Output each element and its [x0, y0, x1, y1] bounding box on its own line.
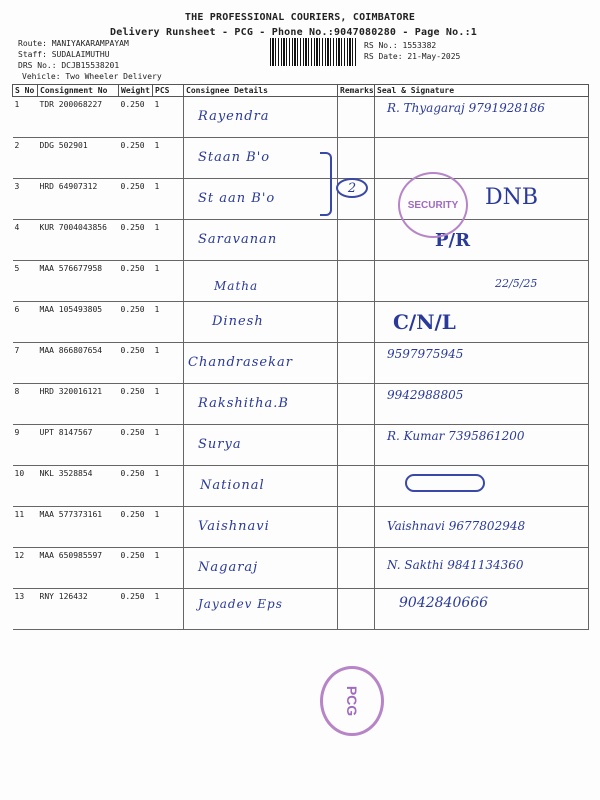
consignee-cell — [184, 589, 338, 630]
consignee-handwritten: Surya — [198, 437, 242, 452]
pcg-stamp-text: PCG — [344, 685, 360, 717]
sno: 8 — [13, 384, 38, 425]
table-row — [13, 548, 589, 589]
seal-cell — [375, 97, 589, 138]
table-header-row — [13, 85, 589, 97]
sno: 4 — [13, 220, 38, 261]
table-row — [13, 138, 589, 179]
col-consignee: Consignee Details — [184, 85, 338, 97]
seal-handwritten: P/R — [435, 230, 471, 251]
vehicle-label: Vehicle: Two Wheeler Delivery — [22, 72, 162, 81]
barcode — [270, 38, 356, 66]
remarks-cell — [338, 138, 375, 179]
weight: 0.250 — [119, 343, 153, 384]
pcs: 1 — [153, 507, 184, 548]
security-stamp — [398, 172, 468, 238]
weight: 0.250 — [119, 507, 153, 548]
consignment-no: UPT 8147567 — [38, 425, 119, 466]
consignee-cell — [184, 343, 338, 384]
remarks-cell — [338, 384, 375, 425]
seal-cell — [375, 589, 589, 630]
consignment-no: DDG 502901 — [38, 138, 119, 179]
consignee-cell — [184, 138, 338, 179]
seal-cell — [375, 425, 589, 466]
consignment-no: RNY 126432 — [38, 589, 119, 630]
seal-handwritten: N. Sakthi 9841134360 — [387, 558, 524, 572]
grouping-bracket — [320, 152, 332, 216]
table-row — [13, 507, 589, 548]
weight: 0.250 — [119, 548, 153, 589]
col-weight: Weight — [119, 85, 153, 97]
consignee-cell — [184, 179, 338, 220]
col-pcs: PCS — [153, 85, 184, 97]
consignment-no: MAA 866807654 — [38, 343, 119, 384]
consignee-cell — [184, 261, 338, 302]
weight: 0.250 — [119, 384, 153, 425]
seal-cell — [375, 384, 589, 425]
drs-label: DRS No.: DCJB15538201 — [18, 61, 120, 70]
weight: 0.250 — [119, 589, 153, 630]
consignee-handwritten: Matha — [214, 279, 259, 293]
remarks-cell — [338, 589, 375, 630]
col-seal: Seal & Signature — [375, 85, 589, 97]
consignee-handwritten: Saravanan — [198, 232, 278, 247]
remarks-cell — [338, 343, 375, 384]
consignment-no: KUR 7004043856 — [38, 220, 119, 261]
consignee-cell — [184, 97, 338, 138]
consignee-handwritten: Staan B'o — [198, 150, 271, 165]
remarks-cell — [338, 466, 375, 507]
seal-handwritten: DNB — [485, 185, 539, 210]
pcs: 1 — [153, 384, 184, 425]
table-row — [13, 179, 589, 220]
seal-cell — [375, 261, 589, 302]
remarks-cell — [338, 220, 375, 261]
consignee-handwritten: Rayendra — [198, 109, 270, 124]
table-row — [13, 302, 589, 343]
sno: 12 — [13, 548, 38, 589]
staff-label: Staff: SUDALAIMUTHU — [18, 50, 110, 59]
consignee-cell — [184, 302, 338, 343]
consignment-no: MAA 105493805 — [38, 302, 119, 343]
table-row — [13, 589, 589, 630]
weight: 0.250 — [119, 425, 153, 466]
remarks-cell — [338, 97, 375, 138]
runsheet-table — [12, 84, 589, 630]
sno: 7 — [13, 343, 38, 384]
seal-cell — [375, 507, 589, 548]
consignee-cell — [184, 425, 338, 466]
remarks-cell — [338, 425, 375, 466]
weight: 0.250 — [119, 466, 153, 507]
pcs: 1 — [153, 302, 184, 343]
remarks-cell — [338, 261, 375, 302]
consignment-no: TDR 200068227 — [38, 97, 119, 138]
remarks-cell — [338, 507, 375, 548]
consignee-cell — [184, 384, 338, 425]
consignee-cell — [184, 548, 338, 589]
sno: 11 — [13, 507, 38, 548]
col-consignment: Consignment No — [38, 85, 119, 97]
consignee-cell — [184, 220, 338, 261]
security-stamp-text: SECURITY — [407, 199, 459, 211]
remarks-cell — [338, 302, 375, 343]
seal-handwritten: C/N/L — [393, 310, 456, 334]
seal-cell — [375, 302, 589, 343]
consignee-handwritten: Chandrasekar — [188, 355, 293, 370]
remarks-cell — [338, 548, 375, 589]
circled-count: 2 — [336, 178, 368, 198]
consignee-handwritten: Rakshitha.B — [198, 396, 289, 411]
pcs: 1 — [153, 179, 184, 220]
sno: 9 — [13, 425, 38, 466]
table-row — [13, 384, 589, 425]
consignment-no: MAA 577373161 — [38, 507, 119, 548]
sno: 1 — [13, 97, 38, 138]
seal-handwritten: 22/5/25 — [495, 277, 538, 290]
consignment-no: HRD 64907312 — [38, 179, 119, 220]
seal-cell — [375, 466, 589, 507]
sno: 5 — [13, 261, 38, 302]
consignment-no: HRD 320016121 — [38, 384, 119, 425]
seal-handwritten: R. Thyagaraj 9791928186 — [387, 101, 545, 115]
consignee-handwritten: St aan B'o — [198, 191, 276, 206]
sno: 6 — [13, 302, 38, 343]
pcs: 1 — [153, 548, 184, 589]
pcg-stamp — [320, 666, 384, 736]
sno: 13 — [13, 589, 38, 630]
pcs: 1 — [153, 97, 184, 138]
sno: 10 — [13, 466, 38, 507]
rs-date: RS Date: 21-May-2025 — [364, 52, 461, 61]
consignee-handwritten: National — [200, 478, 265, 493]
signature-scribble — [405, 474, 485, 492]
company-title: THE PROFESSIONAL COURIERS, COIMBATORE — [184, 12, 416, 23]
consignee-handwritten: Vaishnavi — [198, 519, 270, 534]
pcs: 1 — [153, 261, 184, 302]
sno: 2 — [13, 138, 38, 179]
seal-handwritten: 9942988805 — [387, 388, 464, 402]
seal-handwritten: Vaishnavi 9677802948 — [387, 519, 526, 533]
consignee-cell — [184, 507, 338, 548]
consignment-no: NKL 3528854 — [38, 466, 119, 507]
table-row — [13, 97, 589, 138]
pcs: 1 — [153, 220, 184, 261]
pcs: 1 — [153, 343, 184, 384]
sno: 3 — [13, 179, 38, 220]
consignee-handwritten: Jayadev Eps — [198, 597, 283, 611]
runsheet-subtitle: Delivery Runsheet - PCG - Phone No.:9047080280 - Page No.:1 — [110, 27, 478, 38]
col-remarks: Remarks — [338, 85, 375, 97]
seal-handwritten: 9597975945 — [387, 347, 464, 361]
weight: 0.250 — [119, 138, 153, 179]
seal-handwritten: 9042840666 — [399, 595, 489, 611]
seal-handwritten: R. Kumar 7395861200 — [387, 429, 525, 443]
table-row — [13, 466, 589, 507]
weight: 0.250 — [119, 97, 153, 138]
table-row — [13, 343, 589, 384]
consignment-no: MAA 650985597 — [38, 548, 119, 589]
consignee-handwritten: Nagaraj — [198, 560, 259, 575]
consignment-no: MAA 576677958 — [38, 261, 119, 302]
weight: 0.250 — [119, 179, 153, 220]
pcs: 1 — [153, 138, 184, 179]
weight: 0.250 — [119, 302, 153, 343]
seal-cell — [375, 548, 589, 589]
weight: 0.250 — [119, 220, 153, 261]
seal-cell — [375, 343, 589, 384]
table-row — [13, 425, 589, 466]
seal-cell — [375, 138, 589, 179]
pcs: 1 — [153, 425, 184, 466]
pcs: 1 — [153, 466, 184, 507]
weight: 0.250 — [119, 261, 153, 302]
consignee-cell — [184, 466, 338, 507]
table-row — [13, 261, 589, 302]
table-row — [13, 220, 589, 261]
consignee-handwritten: Dinesh — [212, 314, 264, 329]
col-sno: S No — [13, 85, 38, 97]
route-label: Route: MANIYAKARAMPAYAM — [18, 39, 129, 48]
pcs: 1 — [153, 589, 184, 630]
rs-number: RS No.: 1553382 — [364, 41, 437, 50]
